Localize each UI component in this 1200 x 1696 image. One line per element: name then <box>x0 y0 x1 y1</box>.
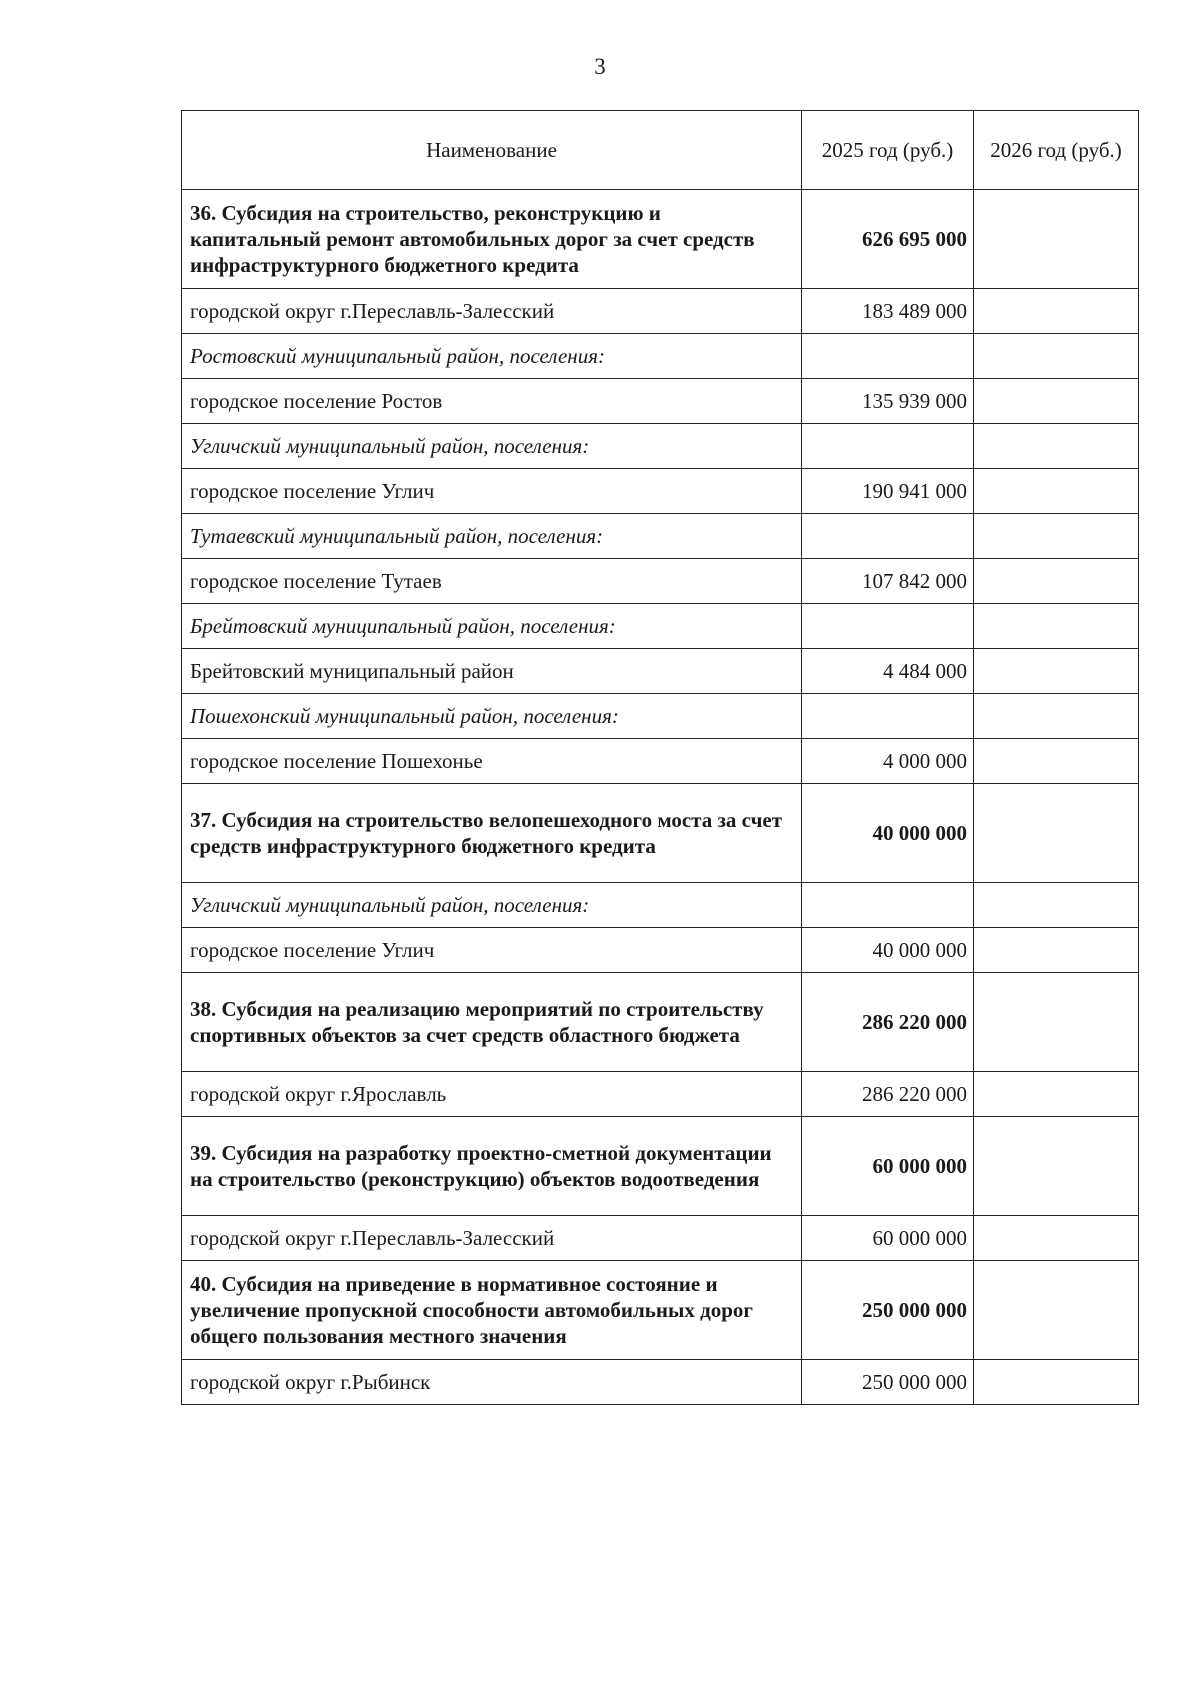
header-name: Наименование <box>182 111 802 190</box>
table-row <box>182 424 1139 469</box>
table-row <box>182 469 1139 514</box>
amount-2025 <box>802 604 974 649</box>
amount-2026 <box>974 928 1139 973</box>
amount-2025: 626 695 000 <box>802 190 974 289</box>
amount-2026 <box>974 739 1139 784</box>
amount-2025 <box>802 514 974 559</box>
amount-2025 <box>802 694 974 739</box>
table-row <box>182 883 1139 928</box>
row-name: городское поселение Углич <box>182 928 802 973</box>
amount-2026 <box>974 973 1139 1072</box>
amount-2025: 135 939 000 <box>802 379 974 424</box>
table-row <box>182 1216 1139 1261</box>
amount-2025: 250 000 000 <box>802 1360 974 1405</box>
subsidy-table <box>181 110 1139 1405</box>
row-name: городской округ г.Рыбинск <box>182 1360 802 1405</box>
table-body <box>182 190 1139 1405</box>
row-name: городской округ г.Переславль-Залесский <box>182 1216 802 1261</box>
table-row <box>182 334 1139 379</box>
row-name: Брейтовский муниципальный район <box>182 649 802 694</box>
amount-2026 <box>974 1261 1139 1360</box>
row-name: Тутаевский муниципальный район, поселения: <box>182 514 802 559</box>
amount-2026 <box>974 649 1139 694</box>
table-header-row <box>182 111 1139 190</box>
amount-2025: 286 220 000 <box>802 1072 974 1117</box>
page-number: 3 <box>594 54 606 79</box>
amount-2026 <box>974 784 1139 883</box>
table-row <box>182 928 1139 973</box>
amount-2025: 4 484 000 <box>802 649 974 694</box>
table-row <box>182 1261 1139 1360</box>
amount-2025: 250 000 000 <box>802 1261 974 1360</box>
amount-2025 <box>802 424 974 469</box>
amount-2026 <box>974 883 1139 928</box>
amount-2025: 183 489 000 <box>802 289 974 334</box>
row-name: Ростовский муниципальный район, поселения: <box>182 334 802 379</box>
table-row <box>182 973 1139 1072</box>
amount-2026 <box>974 559 1139 604</box>
table-row <box>182 514 1139 559</box>
amount-2025 <box>802 883 974 928</box>
amount-2026 <box>974 469 1139 514</box>
amount-2026 <box>974 334 1139 379</box>
header-2026: 2026 год (руб.) <box>974 111 1139 190</box>
table-row <box>182 1117 1139 1216</box>
row-name: городское поселение Ростов <box>182 379 802 424</box>
amount-2025: 60 000 000 <box>802 1216 974 1261</box>
row-name: 37. Субсидия на строительство велопешеходного моста за счет средств инфраструктурного бюджетного кредита <box>182 784 802 883</box>
row-name: 39. Субсидия на разработку проектно-сметной документации на строительство (реконструкцию) объектов водоотведения <box>182 1117 802 1216</box>
table-row <box>182 559 1139 604</box>
amount-2026 <box>974 1360 1139 1405</box>
amount-2026 <box>974 379 1139 424</box>
amount-2026 <box>974 1117 1139 1216</box>
amount-2025 <box>802 334 974 379</box>
row-name: Угличский муниципальный район, поселения: <box>182 883 802 928</box>
table-row <box>182 694 1139 739</box>
table-row <box>182 289 1139 334</box>
amount-2026 <box>974 289 1139 334</box>
amount-2025: 190 941 000 <box>802 469 974 514</box>
row-name: городской округ г.Переславль-Залесский <box>182 289 802 334</box>
row-name: Пошехонский муниципальный район, поселения: <box>182 694 802 739</box>
row-name: городское поселение Углич <box>182 469 802 514</box>
row-name: 40. Субсидия на приведение в нормативное состояние и увеличение пропускной способности автомобильных дорог общего пользования местного значения <box>182 1261 802 1360</box>
table-row <box>182 739 1139 784</box>
amount-2025: 40 000 000 <box>802 784 974 883</box>
amount-2026 <box>974 514 1139 559</box>
amount-2026 <box>974 694 1139 739</box>
table-row <box>182 784 1139 883</box>
row-name: 38. Субсидия на реализацию мероприятий по строительству спортивных объектов за счет средств областного бюджета <box>182 973 802 1072</box>
amount-2026 <box>974 1216 1139 1261</box>
amount-2025: 286 220 000 <box>802 973 974 1072</box>
header-2025: 2025 год (руб.) <box>802 111 974 190</box>
amount-2026 <box>974 1072 1139 1117</box>
row-name: городское поселение Тутаев <box>182 559 802 604</box>
table-row <box>182 379 1139 424</box>
table-row <box>182 1072 1139 1117</box>
row-name: городское поселение Пошехонье <box>182 739 802 784</box>
amount-2025: 4 000 000 <box>802 739 974 784</box>
table-row <box>182 190 1139 289</box>
amount-2025: 40 000 000 <box>802 928 974 973</box>
row-name: 36. Субсидия на строительство, реконструкцию и капитальный ремонт автомобильных дорог за счет средств инфраструктурного бюджетного кредита <box>182 190 802 289</box>
row-name: Угличский муниципальный район, поселения: <box>182 424 802 469</box>
amount-2025: 60 000 000 <box>802 1117 974 1216</box>
table-row <box>182 604 1139 649</box>
amount-2026 <box>974 190 1139 289</box>
table-row <box>182 649 1139 694</box>
amount-2026 <box>974 604 1139 649</box>
table-row <box>182 1360 1139 1405</box>
row-name: Брейтовский муниципальный район, поселения: <box>182 604 802 649</box>
amount-2025: 107 842 000 <box>802 559 974 604</box>
row-name: городской округ г.Ярославль <box>182 1072 802 1117</box>
amount-2026 <box>974 424 1139 469</box>
